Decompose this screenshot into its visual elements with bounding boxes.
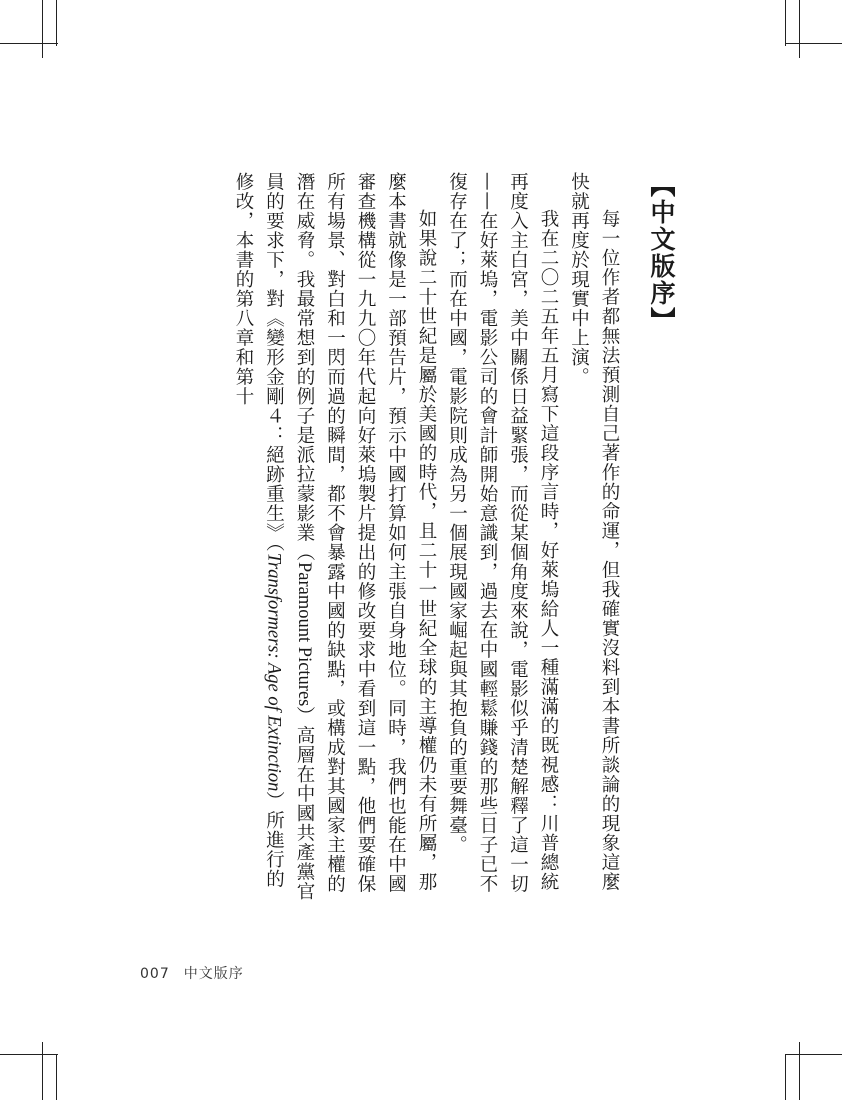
- page-number: 007: [140, 966, 170, 982]
- crop-mark: [42, 0, 43, 58]
- latin-studio-name: Paramount Pictures: [294, 562, 314, 707]
- crop-mark: [799, 0, 800, 58]
- paragraph-1: 每一位作者都無法預測自己著作的命運，但我確實沒料到本書所談論的現象這麼快就再度於現實中上演。: [568, 172, 620, 892]
- crop-mark: [42, 1042, 43, 1100]
- crop-mark: [785, 0, 786, 46]
- paragraph-2: 我在二〇二五年五月寫下這段序言時，好萊塢給人一種滿滿的既視感：川普總統再度入主白宮，美中關係日益緊張，而從某個角度來說，電影似乎清楚解釋了這一切——在好萊塢，電影公司的會計師開始意識到，過去在中國輕鬆賺錢的那些日子已不復存在了；而在中國，電影院則成為另一個展現國家崛起與其抱負的重要舞臺。: [446, 172, 559, 894]
- running-header: 中文版序: [183, 966, 244, 982]
- paragraph-3: 如果說二十世紀是屬於美國的時代，且二十一世紀全球的主導權仍未有所屬，那麼本書就像是一部預告片，預示中國打算如何主張自身地位。同時，我們也能在中國審查機構從一九九〇年代起向好萊塢製片提出的修改要求中看到這一點，他們要確保所有場景、對白和一閃而過的瞬間，都不會暴露中國的缺點，或構成對其國家主權的潛在威脅。我最常想到的例子是派拉蒙影業（Paramount Pictures）高層在中國共產黨官員的要求下，對《變形金剛４：絕跡重生》（Transformers: Age of Extinction）所進行的修改，本書的第八章和第十: [233, 172, 437, 902]
- page-footer: [140, 963, 244, 983]
- crop-mark: [0, 43, 58, 44]
- crop-mark: [786, 43, 842, 44]
- crop-mark: [56, 0, 57, 46]
- crop-mark: [786, 1054, 842, 1055]
- crop-mark: [56, 1054, 57, 1100]
- preface-text: [146, 172, 676, 902]
- page-title: 【中文版序】: [647, 172, 676, 334]
- crop-mark: [785, 1054, 786, 1100]
- crop-mark: [799, 1042, 800, 1100]
- latin-film-title: Transformers: Age of Extinction: [263, 552, 284, 792]
- crop-mark: [0, 1054, 58, 1055]
